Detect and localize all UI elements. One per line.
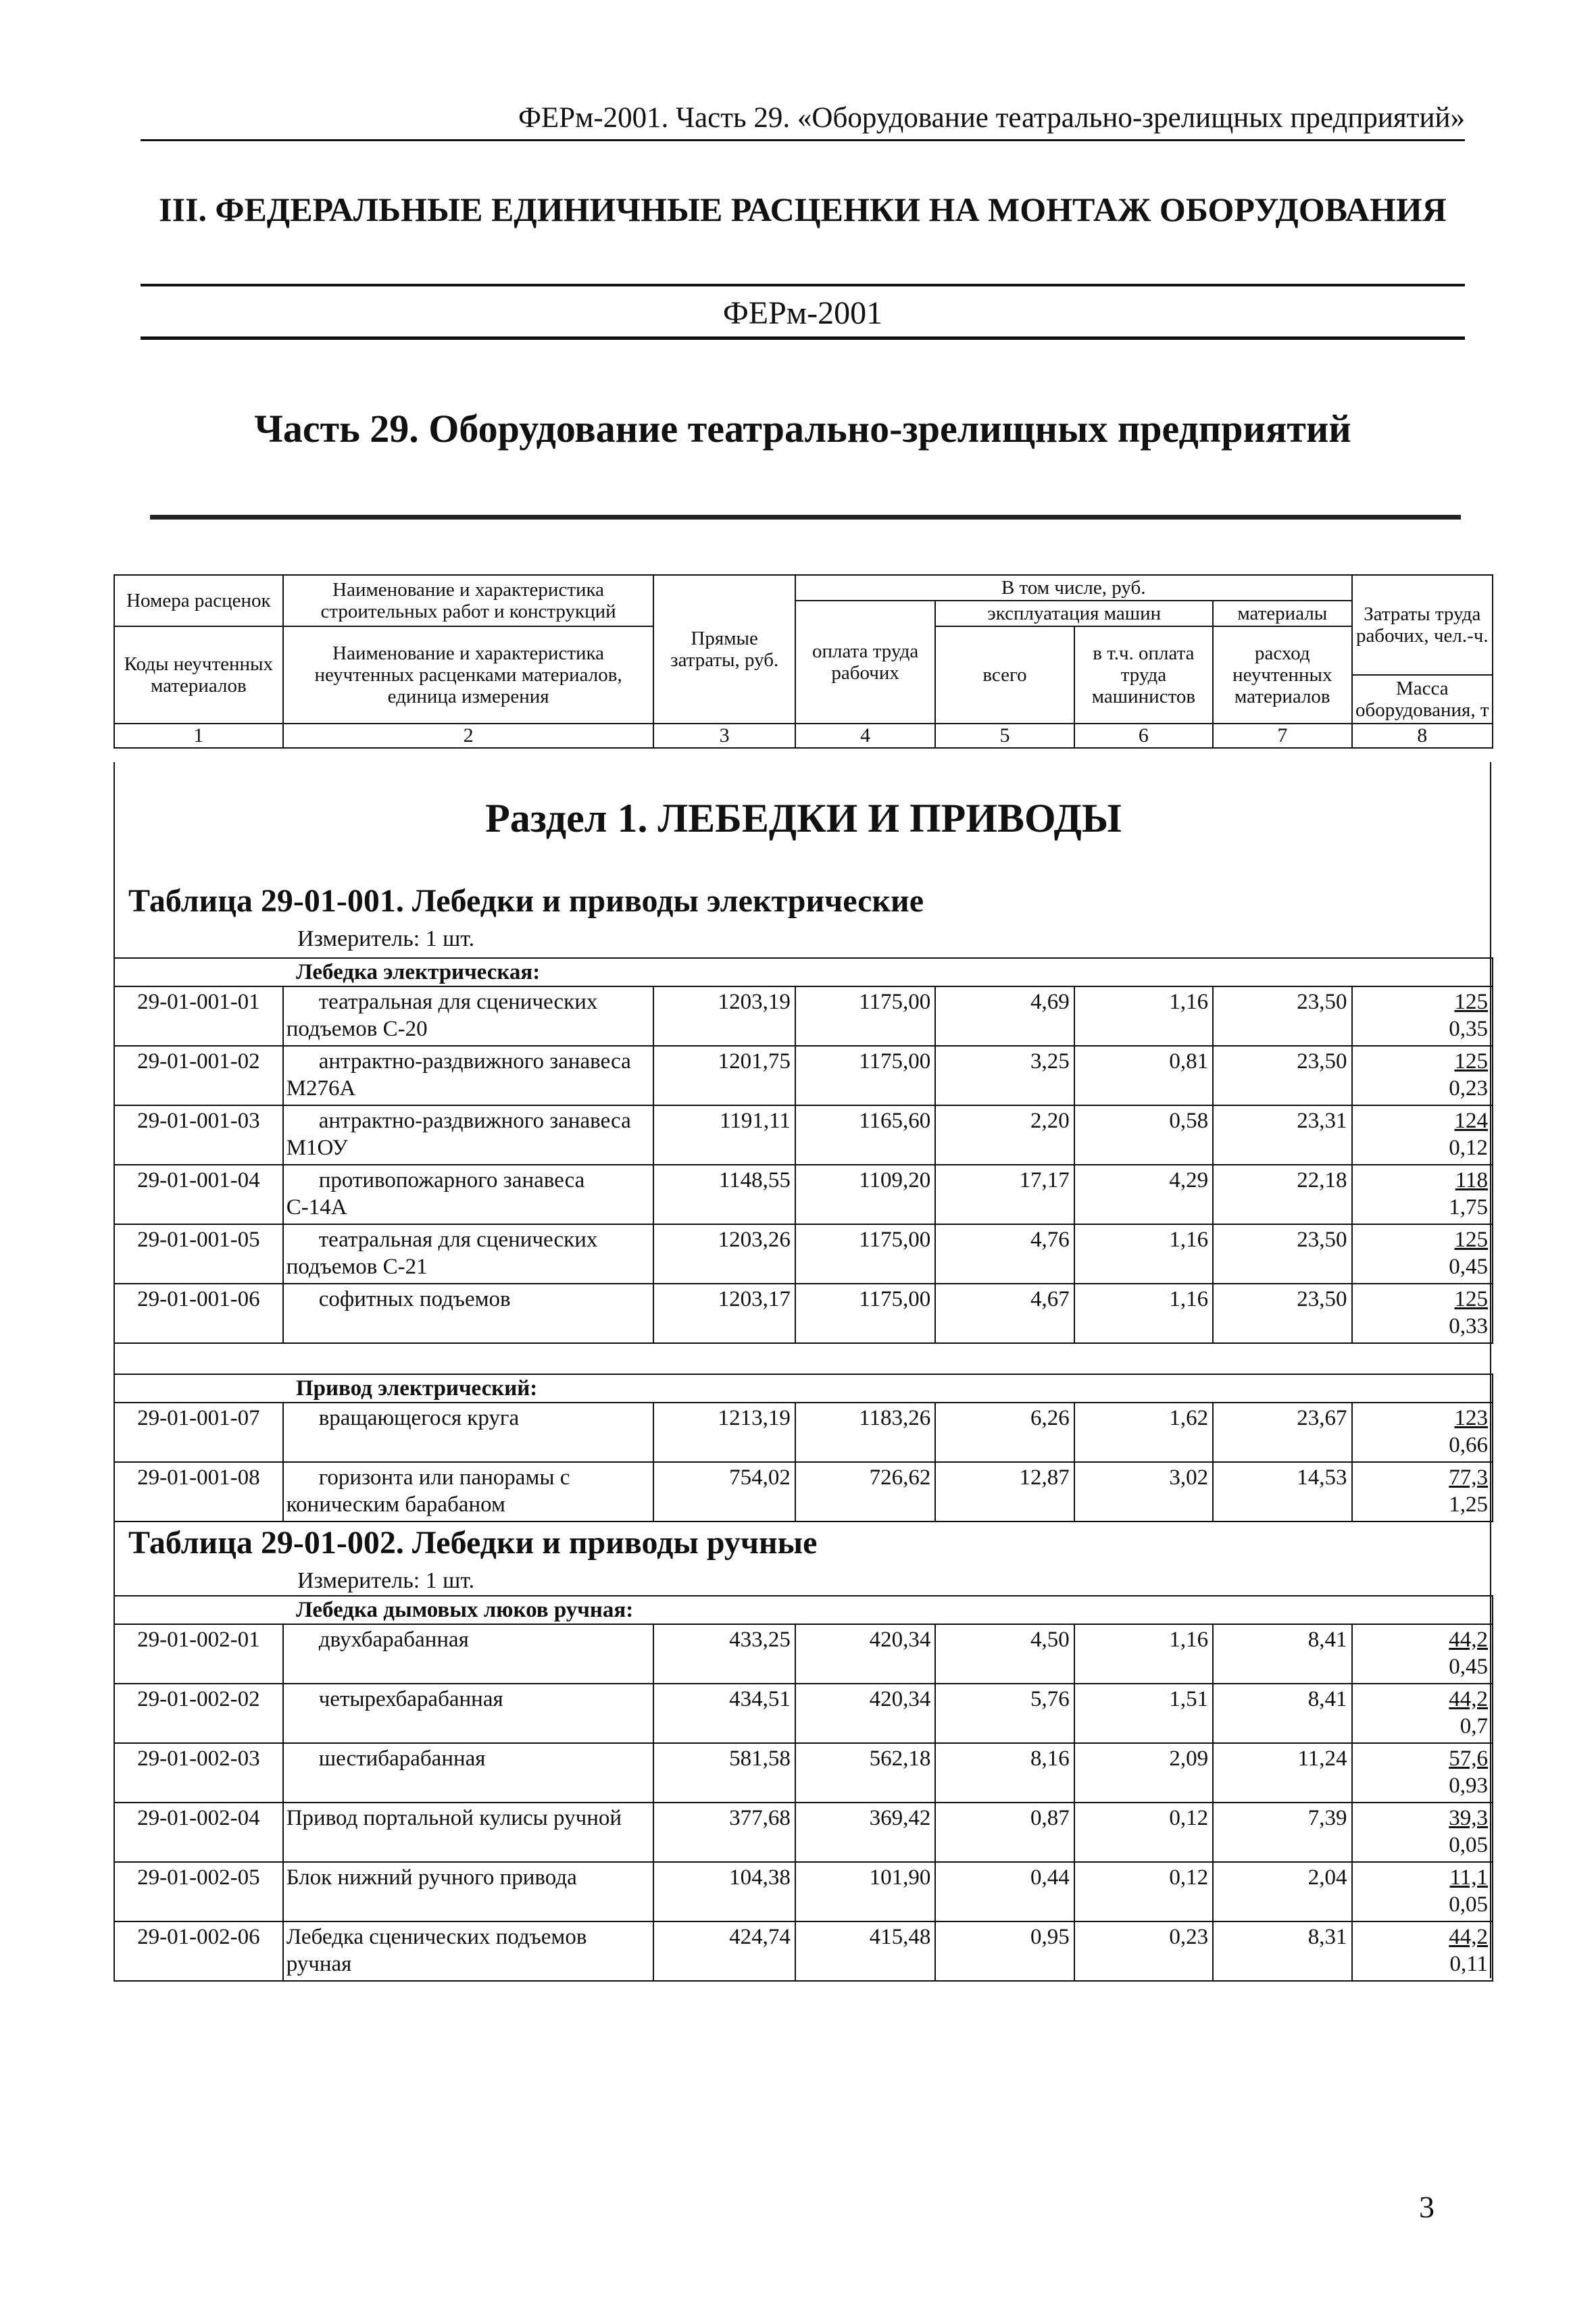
rate-code: 29-01-001-02 [114,1046,283,1105]
header-machines: эксплуатация машин [935,601,1213,626]
equipment-mass: 0,11 [1449,1952,1488,1976]
labor-and-mass-cell [1352,1862,1493,1921]
labor-hours: 125 [1454,1049,1488,1074]
value-mach: 4,67 [935,1284,1074,1343]
rate-name-cell [283,1684,654,1743]
value-mach-labor: 1,16 [1074,1224,1213,1284]
value-mach: 2,20 [935,1105,1074,1165]
value-mach: 8,16 [935,1743,1074,1803]
rate-code: 29-01-002-03 [114,1743,283,1803]
value-mat: 8,41 [1213,1624,1351,1684]
table-row [114,1462,1493,1521]
value-direct: 1203,17 [653,1284,795,1343]
table-row [114,1165,1493,1224]
labor-hours: 125 [1454,1228,1488,1252]
header-number-cell: 1 [114,724,283,748]
rate-code: 29-01-001-05 [114,1224,283,1284]
rate-name-cell [283,1403,654,1462]
value-mach-labor: 0,12 [1074,1862,1213,1921]
rate-name: противопожарного занавеса С-14А [286,1168,585,1219]
rate-name-cell [283,1803,654,1862]
value-labor: 1175,00 [795,1284,935,1343]
running-header: ФЕРм-2001. Часть 29. «Оборудование театрально-зрелищных предприятий» [518,102,1465,134]
labor-and-mass-cell [1352,1165,1493,1224]
value-direct: 377,68 [653,1803,795,1862]
labor-hours: 77,3 [1449,1465,1488,1490]
header-number-cell: 2 [283,724,654,748]
rates-table-1 [114,958,1493,1522]
value-direct: 433,25 [653,1624,795,1684]
value-mach-labor: 4,29 [1074,1165,1213,1224]
value-mach: 17,17 [935,1165,1074,1224]
table-row [114,1046,1493,1105]
header-number-cell: 4 [795,724,935,748]
value-mach-labor: 1,51 [1074,1684,1213,1743]
value-labor: 101,90 [795,1862,935,1921]
value-mat: 8,31 [1213,1921,1351,1981]
equipment-mass: 0,33 [1449,1314,1488,1338]
value-labor: 1175,00 [795,1224,935,1284]
value-mach: 4,76 [935,1224,1074,1284]
value-direct: 424,74 [653,1921,795,1981]
header-col1-top: Номера расценок [114,575,283,626]
rate-name-cell [283,1624,654,1684]
table-row [114,1862,1493,1921]
labor-and-mass-cell [1352,1224,1493,1284]
rate-name-cell [283,1046,654,1105]
value-mach: 0,44 [935,1862,1074,1921]
header-number-cell: 5 [935,724,1074,748]
group-spacer [114,1343,1493,1374]
value-direct: 434,51 [653,1684,795,1743]
rate-name: Блок нижний ручного привода [286,1865,577,1890]
table-row [114,1803,1493,1862]
header-col3: Прямые затраты, руб. [653,575,795,724]
header-number-cell: 7 [1213,724,1351,748]
table-2-unit: Измеритель: 1 шт. [297,1568,475,1593]
part-title: Часть 29. Оборудование театрально-зрелищных предприятий [254,407,1351,451]
header-incl: В том числе, руб. [795,575,1352,601]
rate-name: вращающегося круга [318,1406,520,1430]
value-labor: 369,42 [795,1803,935,1862]
rate-name: четырехбарабанная [318,1687,503,1711]
labor-hours: 125 [1454,990,1488,1014]
value-labor: 562,18 [795,1743,935,1803]
value-mach-labor: 0,81 [1074,1046,1213,1105]
value-mat: 23,50 [1213,1284,1351,1343]
equipment-mass: 1,75 [1449,1195,1488,1219]
labor-and-mass-cell [1352,1046,1493,1105]
equipment-mass: 0,66 [1449,1433,1488,1457]
labor-hours: 124 [1454,1109,1488,1133]
header-number-cell: 3 [653,724,795,748]
rate-name: Привод портальной кулисы ручной [286,1806,622,1830]
value-direct: 1191,11 [653,1105,795,1165]
page-number: 3 [1419,2190,1435,2224]
rate-code: 29-01-001-08 [114,1462,283,1521]
spacer-cell [114,1343,1493,1374]
labor-and-mass-cell [1352,1684,1493,1743]
header-machines-total: всего [935,626,1074,724]
header-materials: материалы [1213,601,1351,626]
labor-and-mass-cell [1352,1803,1493,1862]
value-direct: 1203,19 [653,986,795,1046]
value-mach-labor: 1,16 [1074,1624,1213,1684]
group-heading: Лебедка дымовых люков ручная: [114,1596,1493,1624]
equipment-mass: 0,45 [1449,1255,1488,1279]
value-direct: 1213,19 [653,1403,795,1462]
value-direct: 754,02 [653,1462,795,1521]
value-mach-labor: 0,12 [1074,1803,1213,1862]
rate-name-cell [283,1743,654,1803]
equipment-mass: 0,45 [1449,1655,1488,1679]
rate-code: 29-01-001-01 [114,986,283,1046]
value-mat: 2,04 [1213,1862,1351,1921]
rate-name: софитных подъемов [318,1287,511,1311]
equipment-mass: 0,93 [1449,1774,1488,1798]
value-mach: 4,69 [935,986,1074,1046]
rate-code: 29-01-002-04 [114,1803,283,1862]
value-labor: 415,48 [795,1921,935,1981]
equipment-mass: 0,35 [1449,1017,1488,1041]
labor-and-mass-cell [1352,1284,1493,1343]
group-heading: Лебедка электрическая: [114,958,1493,986]
table-row [114,1921,1493,1981]
value-mach: 12,87 [935,1462,1074,1521]
rate-name: двухбарабанная [318,1628,469,1652]
rate-code: 29-01-001-04 [114,1165,283,1224]
value-mach: 0,87 [935,1803,1074,1862]
table-row [114,1624,1493,1684]
group-heading-row [114,958,1493,986]
labor-hours: 123 [1454,1406,1488,1430]
value-labor: 1165,60 [795,1105,935,1165]
rate-name-cell [283,1224,654,1284]
part-rule [150,515,1461,520]
header-col2-top: Наименование и характеристика строительных работ и конструкций [283,575,654,626]
table-2-title: Таблица 29-01-002. Лебедки и приводы ручные [128,1525,818,1561]
code-rule-bottom [141,336,1465,340]
value-mach-labor: 0,23 [1074,1921,1213,1981]
labor-hours: 57,6 [1449,1746,1488,1771]
value-mat: 7,39 [1213,1803,1351,1862]
group-heading-row [114,1596,1493,1624]
rate-name-cell [283,1284,654,1343]
value-labor: 420,34 [795,1684,935,1743]
value-mach: 0,95 [935,1921,1074,1981]
header-number-cell: 8 [1352,724,1493,748]
rate-name: антрактно-раздвижного занавеса М1ОУ [286,1109,631,1160]
equipment-mass: 0,05 [1449,1833,1488,1857]
group-heading-row [114,1374,1493,1403]
value-mach: 5,76 [935,1684,1074,1743]
value-labor: 1175,00 [795,986,935,1046]
labor-hours: 11,1 [1449,1865,1488,1890]
value-mat: 14,53 [1213,1462,1351,1521]
rate-name-cell [283,1105,654,1165]
table-header [114,574,1493,749]
group-heading: Привод электрический: [114,1374,1493,1403]
labor-and-mass-cell [1352,1921,1493,1981]
labor-hours: 44,2 [1449,1925,1488,1949]
rate-name: Лебедка сценических подъемов ручная [286,1925,587,1976]
header-labor-pay: оплата труда рабочих [795,601,935,724]
labor-hours: 44,2 [1449,1687,1488,1711]
labor-and-mass-cell [1352,1105,1493,1165]
value-direct: 1148,55 [653,1165,795,1224]
value-mach-labor: 2,09 [1074,1743,1213,1803]
rate-code: 29-01-002-02 [114,1684,283,1743]
table-row [114,1224,1493,1284]
value-mat: 23,50 [1213,986,1351,1046]
equipment-mass: 0,23 [1449,1076,1488,1101]
value-mach: 4,50 [935,1624,1074,1684]
value-mat: 11,24 [1213,1743,1351,1803]
value-mat: 22,18 [1213,1165,1351,1224]
header-col2-bottom: Наименование и характеристика неучтенных расценками материалов, единица измерения [283,626,654,724]
labor-hours: 125 [1454,1287,1488,1311]
table-row [114,1684,1493,1743]
table-row [114,1284,1493,1343]
labor-hours: 39,3 [1449,1806,1488,1830]
value-mat: 8,41 [1213,1684,1351,1743]
rate-name-cell [283,1862,654,1921]
labor-and-mass-cell [1352,986,1493,1046]
value-labor: 1175,00 [795,1046,935,1105]
value-mach-labor: 3,02 [1074,1462,1213,1521]
equipment-mass: 0,12 [1449,1136,1488,1160]
value-mach-labor: 0,58 [1074,1105,1213,1165]
labor-hours: 44,2 [1449,1628,1488,1652]
table-1-title: Таблица 29-01-001. Лебедки и приводы электрические [128,883,924,919]
rate-code: 29-01-002-01 [114,1624,283,1684]
labor-and-mass-cell [1352,1403,1493,1462]
labor-hours: 118 [1455,1168,1488,1192]
value-mach-labor: 1,62 [1074,1403,1213,1462]
value-mat: 23,31 [1213,1105,1351,1165]
header-labor-cost: Затраты труда рабочих, чел.-ч. [1352,575,1493,675]
rate-name: театральная для сценических подъемов С-21 [286,1228,598,1279]
header-machines-incl: в т.ч. оплата труда машинистов [1074,626,1213,724]
rate-name-cell [283,986,654,1046]
labor-and-mass-cell [1352,1462,1493,1521]
rate-name: горизонта или панорамы с коническим барабаном [286,1465,570,1517]
rate-name-cell [283,1462,654,1521]
value-mat: 23,67 [1213,1403,1351,1462]
table-row [114,1105,1493,1165]
rate-code: 29-01-001-03 [114,1105,283,1165]
value-labor: 1183,26 [795,1403,935,1462]
value-mach: 3,25 [935,1046,1074,1105]
rate-name-cell [283,1165,654,1224]
value-direct: 581,58 [653,1743,795,1803]
value-direct: 1201,75 [653,1046,795,1105]
main-title: III. ФЕДЕРАЛЬНЫЕ ЕДИНИЧНЫЕ РАСЦЕНКИ НА МОНТАЖ ОБОРУДОВАНИЯ [159,191,1447,228]
labor-and-mass-cell [1352,1743,1493,1803]
equipment-mass: 0,7 [1460,1714,1488,1738]
rate-name: театральная для сценических подъемов С-20 [286,990,598,1041]
header-number-cell: 6 [1074,724,1213,748]
table-1-unit: Измеритель: 1 шт. [297,926,475,951]
header-mass: Масса оборудования, т [1352,675,1493,724]
rate-name: антрактно-раздвижного занавеса М276А [286,1049,631,1101]
value-mach-labor: 1,16 [1074,986,1213,1046]
rates-table-2 [114,1596,1493,1982]
rate-code: 29-01-001-07 [114,1403,283,1462]
header-column-numbers [114,724,1493,748]
table-row [114,1403,1493,1462]
equipment-mass: 0,05 [1449,1892,1488,1917]
value-mat: 23,50 [1213,1046,1351,1105]
rate-name: шестибарабанная [318,1746,486,1771]
table-row [114,1743,1493,1803]
rate-code: 29-01-002-05 [114,1862,283,1921]
rate-code: 29-01-001-06 [114,1284,283,1343]
value-labor: 420,34 [795,1624,935,1684]
value-labor: 726,62 [795,1462,935,1521]
value-direct: 1203,26 [653,1224,795,1284]
table-row [114,986,1493,1046]
rate-code: 29-01-002-06 [114,1921,283,1981]
code-rule-top [141,284,1465,286]
header-materials-sub: расход неучтенных материалов [1213,626,1351,724]
labor-and-mass-cell [1352,1624,1493,1684]
value-mach: 6,26 [935,1403,1074,1462]
value-labor: 1109,20 [795,1165,935,1224]
section-title: Раздел 1. ЛЕБЕДКИ И ПРИВОДЫ [485,796,1122,840]
value-mat: 23,50 [1213,1224,1351,1284]
value-direct: 104,38 [653,1862,795,1921]
rate-name-cell [283,1921,654,1981]
code-title: ФЕРм-2001 [722,295,883,331]
header-rule [141,139,1465,141]
header-col1-bottom: Коды неучтенных материалов [114,626,283,724]
value-mach-labor: 1,16 [1074,1284,1213,1343]
equipment-mass: 1,25 [1449,1492,1488,1517]
